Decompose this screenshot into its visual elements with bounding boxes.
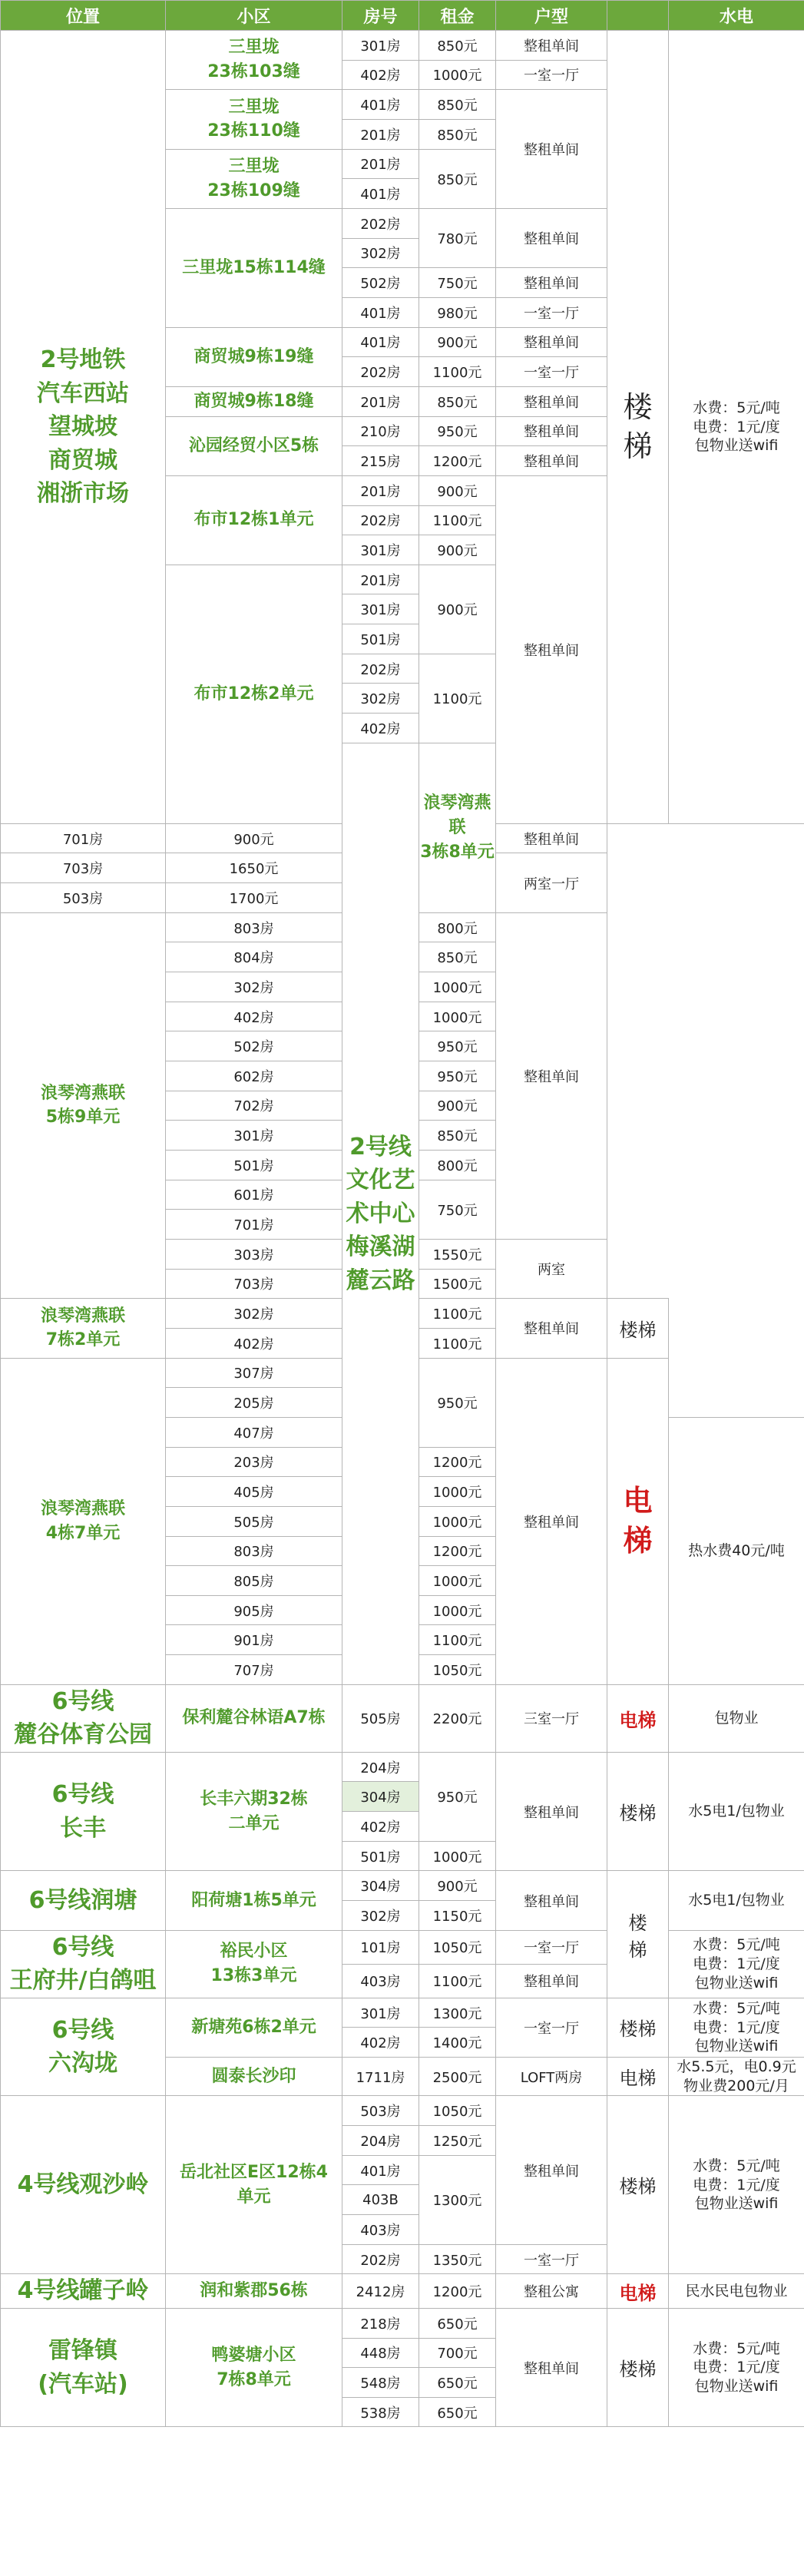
room-cell: 803房 [166, 1536, 342, 1566]
header-rent: 租金 [419, 1, 496, 31]
room-cell: 304房 [342, 1782, 419, 1812]
location-cell: 4号线观沙岭 [1, 2096, 166, 2274]
rent-cell: 1250元 [419, 2126, 496, 2156]
rent-cell: 1000元 [419, 1841, 496, 1871]
room-cell: 201房 [342, 149, 419, 179]
room-cell: 101房 [342, 1930, 419, 1964]
room-cell: 302房 [166, 972, 342, 1002]
utilities-cell: 水费：5元/吨 电费：1元/度 包物业送wifi [669, 2308, 804, 2427]
location-cell: 2号线 文化艺术中心 梅溪湖 麓云路 [342, 743, 419, 1684]
rent-cell: 1350元 [419, 2244, 496, 2274]
rent-cell: 900元 [419, 535, 496, 565]
rent-cell: 1400元 [419, 2028, 496, 2058]
rent-cell: 650元 [419, 2308, 496, 2338]
room-cell: 203房 [166, 1447, 342, 1477]
room-cell: 803房 [166, 912, 342, 942]
room-cell: 401房 [342, 90, 419, 120]
rent-cell: 950元 [419, 416, 496, 446]
location-cell: 4号线罐子岭 [1, 2274, 166, 2309]
layout-type-cell: 整租单间 [496, 386, 607, 416]
community-cell: 保利麓谷林语A7栋 [166, 1684, 342, 1752]
rent-cell: 1100元 [419, 1625, 496, 1655]
access-cell: 楼 梯 [607, 31, 669, 824]
room-cell: 502房 [342, 268, 419, 298]
room-cell: 402房 [342, 1812, 419, 1842]
room-cell: 301房 [166, 1121, 342, 1151]
rent-cell: 1200元 [419, 446, 496, 476]
table-row [1, 2274, 804, 2309]
header-elevator [607, 1, 669, 31]
rent-cell: 1050元 [419, 2096, 496, 2126]
layout-type-cell: 整租单间 [496, 912, 607, 1239]
rent-cell: 1200元 [419, 1447, 496, 1477]
table-row [1, 1998, 804, 2028]
room-cell: 201房 [342, 386, 419, 416]
rent-cell: 1000元 [419, 972, 496, 1002]
location-cell: 2号地铁 汽车西站 望城坡 商贸城 湘浙市场 [1, 31, 166, 824]
rent-cell: 1100元 [419, 654, 496, 743]
layout-type-cell: 一室一厅 [496, 1930, 607, 1964]
location-cell: 6号线 王府井/白鸽咀 [1, 1930, 166, 1998]
utilities-cell: 水5.5元，电0.9元 物业费200元/月 [669, 2058, 804, 2096]
access-cell: 电梯 [607, 2274, 669, 2309]
community-cell: 新塘苑6栋2单元 [166, 1998, 342, 2057]
room-cell: 502房 [166, 1031, 342, 1061]
rent-cell: 900元 [419, 475, 496, 505]
room-cell: 503房 [342, 2096, 419, 2126]
layout-type-cell: 整租单间 [496, 475, 607, 823]
rent-cell: 1100元 [419, 505, 496, 535]
room-cell: 402房 [342, 60, 419, 90]
rent-cell: 1100元 [419, 357, 496, 387]
rent-cell: 850元 [419, 149, 496, 208]
room-cell: 205房 [166, 1388, 342, 1418]
room-cell: 402房 [342, 2028, 419, 2058]
room-cell: 301房 [342, 594, 419, 624]
rent-cell: 1050元 [419, 1655, 496, 1685]
rent-cell: 1150元 [419, 1901, 496, 1931]
table-row [1, 2308, 804, 2338]
table-row [1, 1871, 804, 1901]
utilities-cell: 水费：5元/吨 电费：1元/度 包物业送wifi [669, 1998, 804, 2057]
layout-type-cell: 整租单间 [496, 823, 607, 853]
layout-type-cell: 两室一厅 [496, 853, 607, 912]
community-cell: 裕民小区 13栋3单元 [166, 1930, 342, 1998]
community-cell: 浪琴湾燕联 5栋9单元 [1, 912, 166, 1299]
layout-type-cell: 整租单间 [496, 208, 607, 267]
header-community: 小区 [166, 1, 342, 31]
rent-cell: 1200元 [419, 2274, 496, 2309]
rent-cell: 950元 [419, 1031, 496, 1061]
rent-cell: 650元 [419, 2397, 496, 2427]
rent-cell: 1000元 [419, 1002, 496, 1031]
community-cell: 三里垅15栋114缝 [166, 208, 342, 327]
room-cell: 202房 [342, 654, 419, 684]
room-cell: 204房 [342, 1752, 419, 1782]
layout-type-cell: 整租公寓 [496, 2274, 607, 2309]
rent-cell: 750元 [419, 268, 496, 298]
room-cell: 302房 [342, 238, 419, 268]
access-cell: 电梯 [607, 1684, 669, 1752]
rent-cell: 1000元 [419, 1477, 496, 1507]
rent-cell: 1000元 [419, 1595, 496, 1625]
location-cell: 6号线 六沟垅 [1, 1998, 166, 2096]
layout-type-cell: 整租单间 [496, 446, 607, 476]
rent-cell: 700元 [419, 2338, 496, 2368]
rent-cell: 1100元 [419, 1328, 496, 1358]
header-location: 位置 [1, 1, 166, 31]
community-cell: 布市12栋1单元 [166, 475, 342, 565]
layout-type-cell: 一室一厅 [496, 357, 607, 387]
community-cell: 浪琴湾燕联 3栋8单元 [419, 743, 496, 912]
room-cell: 538房 [342, 2397, 419, 2427]
table-row [1, 31, 804, 61]
rent-cell: 950元 [419, 1752, 496, 1841]
room-cell: 901房 [166, 1625, 342, 1655]
layout-type-cell: 一室一厅 [496, 60, 607, 90]
layout-type-cell: 整租单间 [496, 327, 607, 357]
community-cell: 三里垅 23栋109缝 [166, 149, 342, 208]
rent-cell: 1300元 [419, 2155, 496, 2244]
table-body [1, 31, 804, 2427]
room-cell: 2412房 [342, 2274, 419, 2309]
rent-cell: 1000元 [419, 1566, 496, 1596]
room-cell: 805房 [166, 1566, 342, 1596]
rent-cell: 850元 [419, 119, 496, 149]
room-cell: 905房 [166, 1595, 342, 1625]
access-cell: 楼梯 [607, 1752, 669, 1871]
room-cell: 505房 [342, 1684, 419, 1752]
rent-cell: 2500元 [419, 2058, 496, 2096]
rent-cell: 850元 [419, 942, 496, 972]
room-cell: 201房 [342, 565, 419, 594]
utilities-cell: 热水费40元/吨 [669, 1417, 804, 1684]
rent-cell: 900元 [419, 327, 496, 357]
rent-cell: 950元 [419, 1061, 496, 1091]
room-cell: 401房 [342, 179, 419, 209]
room-cell: 403B [342, 2185, 419, 2215]
room-cell: 202房 [342, 357, 419, 387]
rent-cell: 850元 [419, 1121, 496, 1151]
rent-cell: 900元 [419, 1871, 496, 1901]
room-cell: 401房 [342, 2155, 419, 2185]
community-cell: 岳北社区E区12栋4 单元 [166, 2096, 342, 2274]
table-row [1, 1684, 804, 1752]
room-cell: 204房 [342, 2126, 419, 2156]
room-cell: 701房 [1, 823, 166, 853]
layout-type-cell: 一室一厅 [496, 1998, 607, 2057]
access-cell: 楼 梯 [607, 1871, 669, 1998]
rent-cell: 2200元 [419, 1684, 496, 1752]
community-cell: 布市12栋2单元 [166, 565, 342, 823]
room-cell: 403房 [342, 2215, 419, 2245]
layout-type-cell: 整租单间 [496, 31, 607, 61]
room-cell: 501房 [166, 1150, 342, 1180]
room-cell: 302房 [166, 1299, 342, 1329]
community-cell: 三里垅 23栋110缝 [166, 90, 342, 149]
room-cell: 407房 [166, 1417, 342, 1447]
access-cell: 楼梯 [607, 2096, 669, 2274]
room-cell: 501房 [342, 624, 419, 654]
community-cell: 圆泰长沙印 [166, 2058, 342, 2096]
location-cell: 6号线 长丰 [1, 1752, 166, 1871]
rent-cell: 1500元 [419, 1269, 496, 1299]
room-cell: 602房 [166, 1061, 342, 1091]
rent-cell: 1300元 [419, 1998, 496, 2028]
utilities-cell: 水费：5元/吨 电费：1元/度 包物业送wifi [669, 1930, 804, 1998]
room-cell: 1711房 [342, 2058, 419, 2096]
community-cell: 鸭婆塘小区 7栋8单元 [166, 2308, 342, 2427]
layout-type-cell: 整租单间 [496, 1964, 607, 1998]
table-row [1, 2096, 804, 2126]
room-cell: 402房 [166, 1328, 342, 1358]
room-cell: 303房 [166, 1239, 342, 1269]
access-cell: 楼梯 [607, 1998, 669, 2057]
community-cell: 长丰六期32栋 二单元 [166, 1752, 342, 1871]
room-cell: 703房 [166, 1269, 342, 1299]
rent-cell: 1100元 [419, 1299, 496, 1329]
room-cell: 301房 [342, 31, 419, 61]
room-cell: 702房 [166, 1091, 342, 1121]
room-cell: 402房 [166, 1002, 342, 1031]
rent-cell: 800元 [419, 1150, 496, 1180]
access-cell: 电 梯 [607, 1358, 669, 1684]
layout-type-cell: 一室一厅 [496, 297, 607, 327]
room-cell: 402房 [342, 714, 419, 743]
room-cell: 307房 [166, 1358, 342, 1388]
layout-type-cell: 整租单间 [496, 2308, 607, 2427]
room-cell: 201房 [342, 475, 419, 505]
access-cell: 电梯 [607, 2058, 669, 2096]
community-cell: 商贸城9栋19缝 [166, 327, 342, 386]
room-cell: 707房 [166, 1655, 342, 1685]
room-cell: 401房 [342, 297, 419, 327]
community-cell: 三里垅 23栋103缝 [166, 31, 342, 90]
table-row [1, 1930, 804, 1964]
rent-cell: 750元 [419, 1180, 496, 1239]
rent-cell: 1000元 [419, 1506, 496, 1536]
room-cell: 215房 [342, 446, 419, 476]
location-cell: 6号线 麓谷体育公园 [1, 1684, 166, 1752]
room-cell: 401房 [342, 327, 419, 357]
rent-cell: 900元 [419, 1091, 496, 1121]
room-cell: 301房 [342, 535, 419, 565]
rent-cell: 1650元 [166, 853, 342, 883]
layout-type-cell: 整租单间 [496, 2096, 607, 2244]
community-cell: 商贸城9栋18缝 [166, 386, 342, 416]
layout-type-cell: 三室一厅 [496, 1684, 607, 1752]
community-cell: 润和紫郡56栋 [166, 2274, 342, 2309]
layout-type-cell: 整租单间 [496, 416, 607, 446]
layout-type-cell: 整租单间 [496, 1299, 607, 1358]
rent-cell: 1100元 [419, 1964, 496, 1998]
header-room: 房号 [342, 1, 419, 31]
community-cell: 沁园经贸小区5栋 [166, 416, 342, 475]
rent-cell: 1700元 [166, 883, 342, 913]
rent-cell: 980元 [419, 297, 496, 327]
rent-cell: 1200元 [419, 1536, 496, 1566]
layout-type-cell: 整租单间 [496, 1871, 607, 1930]
community-cell: 阳荷塘1栋5单元 [166, 1871, 342, 1930]
room-cell: 405房 [166, 1477, 342, 1507]
utilities-cell: 民水民电包物业 [669, 2274, 804, 2309]
layout-type-cell: 整租单间 [496, 90, 607, 209]
room-cell: 701房 [166, 1210, 342, 1240]
room-cell: 218房 [342, 2308, 419, 2338]
layout-type-cell: LOFT两房 [496, 2058, 607, 2096]
room-cell: 202房 [342, 208, 419, 238]
rent-cell: 950元 [419, 1358, 496, 1447]
rent-cell: 850元 [419, 90, 496, 120]
rent-cell: 900元 [419, 565, 496, 654]
room-cell: 601房 [166, 1180, 342, 1210]
rent-cell: 850元 [419, 386, 496, 416]
table-header [1, 1, 804, 31]
rent-cell: 800元 [419, 912, 496, 942]
utilities-cell: 水费：5元/吨 电费：1元/度 包物业送wifi [669, 2096, 804, 2274]
utilities-cell: 包物业 [669, 1684, 804, 1752]
rent-cell: 780元 [419, 208, 496, 267]
header-type: 户型 [496, 1, 607, 31]
layout-type-cell: 整租单间 [496, 1752, 607, 1871]
rent-cell: 650元 [419, 2368, 496, 2398]
room-cell: 403房 [342, 1964, 419, 1998]
room-cell: 804房 [166, 942, 342, 972]
room-cell: 503房 [1, 883, 166, 913]
rent-cell: 900元 [166, 823, 342, 853]
header-utilities: 水电 [669, 1, 804, 31]
layout-type-cell: 整租单间 [496, 268, 607, 298]
utilities-cell: 水费：5元/吨 电费：1元/度 包物业送wifi [669, 31, 804, 824]
layout-type-cell: 整租单间 [496, 1358, 607, 1684]
rent-cell: 1050元 [419, 1930, 496, 1964]
room-cell: 302房 [342, 684, 419, 714]
utilities-cell: 水5电1/包物业 [669, 1871, 804, 1930]
room-cell: 202房 [342, 2244, 419, 2274]
room-cell: 202房 [342, 505, 419, 535]
access-cell: 楼梯 [607, 2308, 669, 2427]
room-cell: 301房 [342, 1998, 419, 2028]
layout-type-cell: 一室一厅 [496, 2244, 607, 2274]
room-cell: 201房 [342, 119, 419, 149]
community-cell: 浪琴湾燕联 4栋7单元 [1, 1358, 166, 1684]
room-cell: 501房 [342, 1841, 419, 1871]
room-cell: 548房 [342, 2368, 419, 2398]
room-cell: 703房 [1, 853, 166, 883]
access-cell: 楼梯 [607, 1299, 669, 1358]
utilities-cell: 水5电1/包物业 [669, 1752, 804, 1871]
room-cell: 505房 [166, 1506, 342, 1536]
rent-cell: 850元 [419, 31, 496, 61]
layout-type-cell: 两室 [496, 1239, 607, 1298]
rent-cell: 1000元 [419, 60, 496, 90]
room-cell: 302房 [342, 1901, 419, 1931]
room-cell: 304房 [342, 1871, 419, 1901]
location-cell: 6号线润塘 [1, 1871, 166, 1930]
location-cell: 雷锋镇 (汽车站) [1, 2308, 166, 2427]
rent-cell: 1550元 [419, 1239, 496, 1269]
room-cell: 210房 [342, 416, 419, 446]
room-cell: 448房 [342, 2338, 419, 2368]
community-cell: 浪琴湾燕联 7栋2单元 [1, 1299, 166, 1358]
table-row [1, 1752, 804, 1782]
